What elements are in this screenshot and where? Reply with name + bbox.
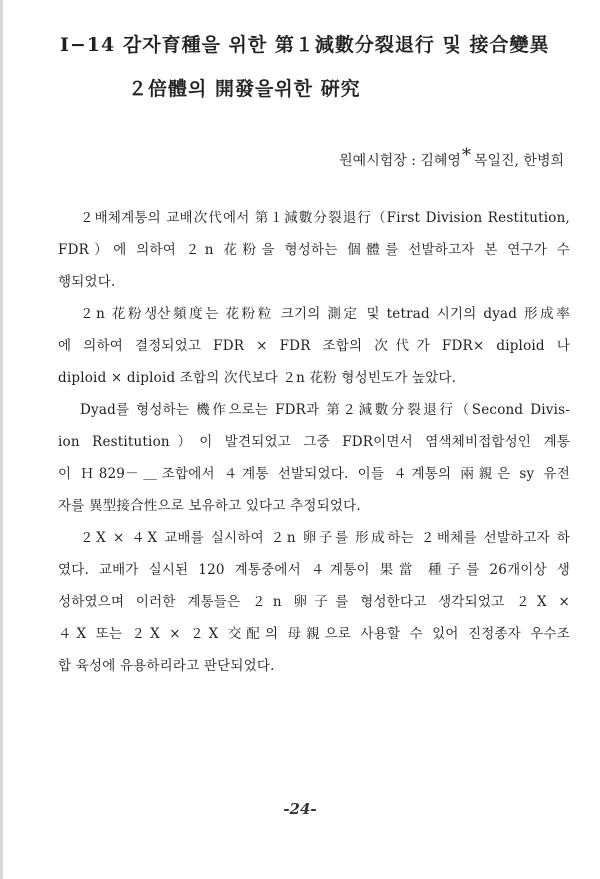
authors-line [339,145,564,170]
paragraph-4-line-4: ４X 또는 ２X × ２X 交配의 母親으로 사용할 수 있어 진정종자 우수조 [58,626,570,642]
paragraph-4-line-3: 성하였으며 이러한 계통들은 ２n 卵子를 형성한다고 생각되었고 ２X × [58,594,570,610]
paragraph-4-line-2: 였다. 교배가 실시된 120 계통중에서 ４계통이 果當 種子를 26개이상 생 [58,562,570,578]
page-edge [0,0,3,879]
paragraph-3-line-3: 이 Ｈ829－＿조합에서 ４계통 선발되었다. 이들 ４계통의 兩親은 sy 유전 [58,466,570,482]
paragraph-1-line-2: FDR）에 의하여 ２n 花粉을 형성하는 個體를 선발하고자 본 연구가 수 [58,242,570,258]
document-title-continued: ２倍體의 開發을위한 硏究 [128,78,361,100]
document-title: Ⅰ−14 감자育種을 위한 第１減數分裂退行 및 接合變異 [60,34,550,56]
paragraph-1-line-1: ２배체계통의 교배次代에서 第１減數分裂退行（First Division Restitution, [80,210,570,226]
authors-suffix: 목일진, 한병희 [473,153,564,169]
authors-prefix: 원예시험장 : 김혜영 [339,153,461,169]
paragraph-4-line-1: ２X × ４X 교배를 실시하여 ２n 卵子를 形成하는 ２배체를 선발하고자 하 [80,530,570,546]
corresponding-author-mark: * [461,145,471,166]
paragraph-3-line-2: ion Restitution）이 발견되었고 그중 FDR이면서 염색체비접합성인 계통 [58,434,570,450]
paragraph-3-line-1: Dyad를 형성하는 機作으로는 FDR과 第２減數分裂退行（Second Divis- [80,402,570,418]
paragraph-4-line-5: 합 육성에 유용하리라고 판단되었다. [58,658,275,674]
paragraph-1-line-3: 행되었다. [58,274,116,290]
paragraph-3-line-4: 자를 異型接合性으로 보유하고 있다고 추정되었다. [58,498,361,514]
paragraph-2-line-3: diploid × diploid 조합의 次代보다 ２n 花粉 형성빈도가 높았다. [58,370,457,386]
paragraph-2-line-2: 에 의하여 결정되었고 FDR × FDR 조합의 次代가 FDR× diploid 나 [58,338,570,354]
page-number: -24- [283,800,317,818]
paragraph-2-line-1: ２n 花粉생산頻度는 花粉粒 크기의 測定 및 tetrad 시기의 dyad 形成率 [80,306,570,322]
